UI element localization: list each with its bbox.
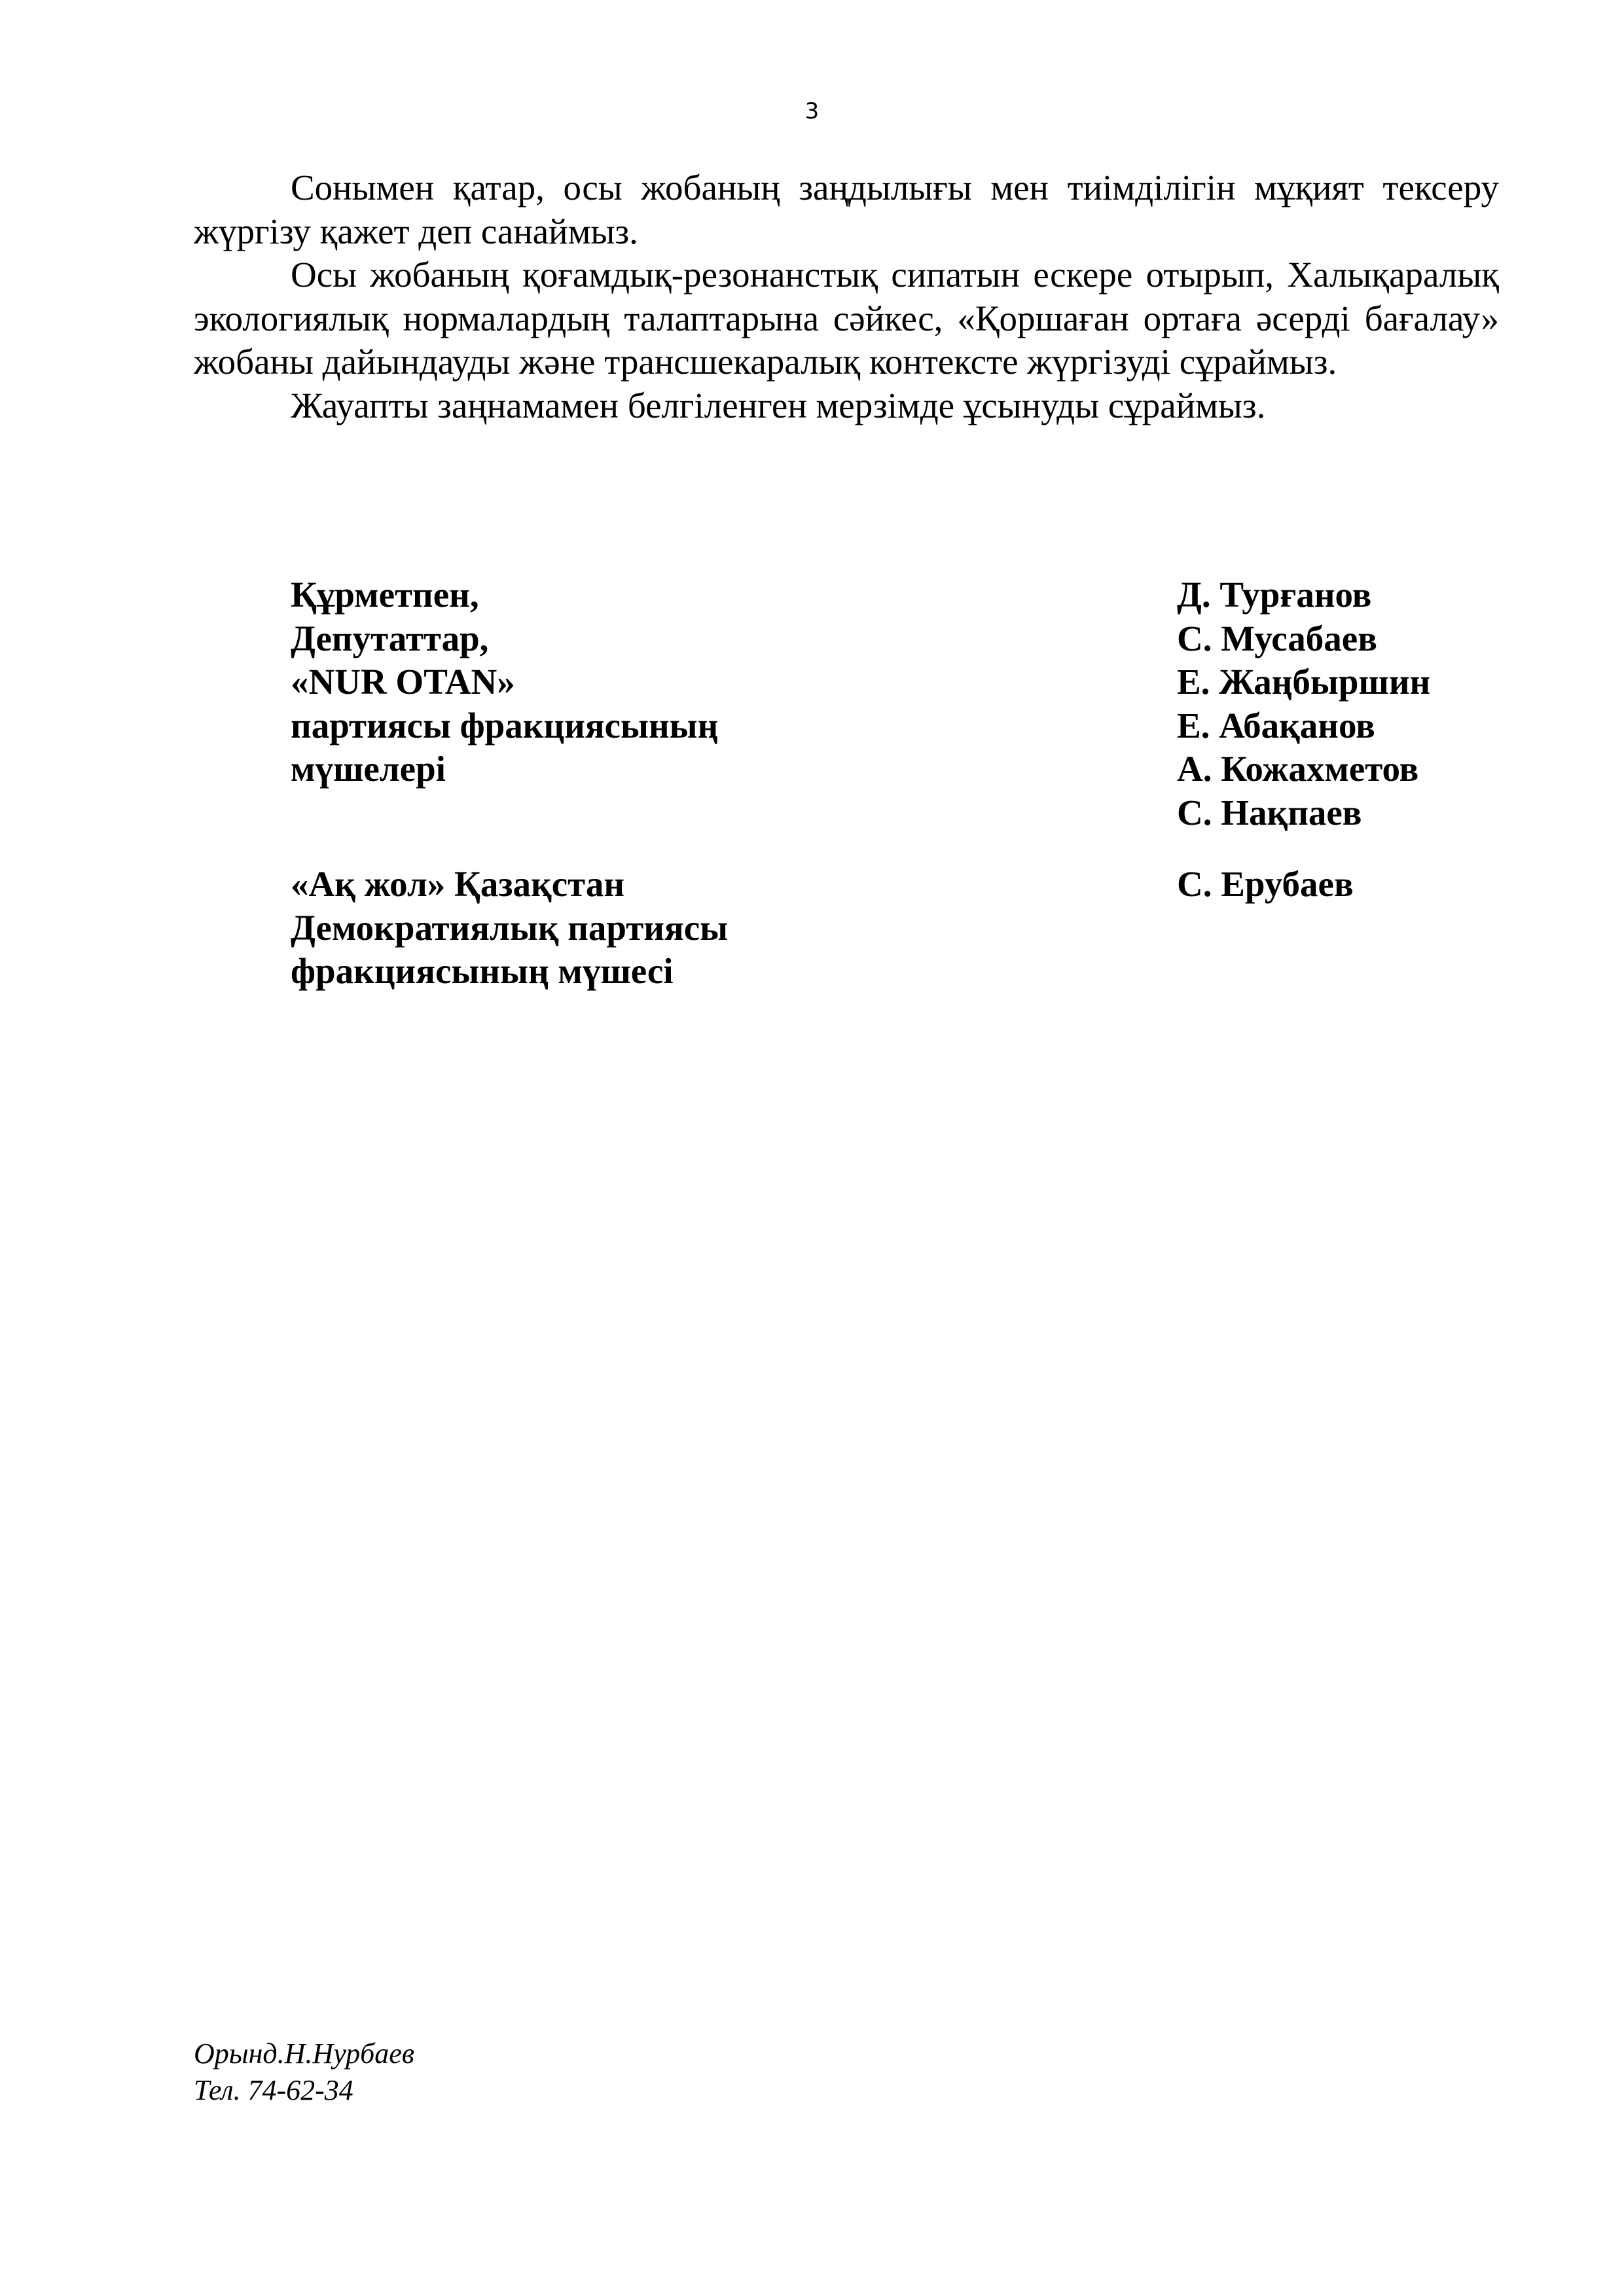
signature-block-nur-otan-title	[291, 573, 718, 791]
signature-line: Демократиялық партиясы	[291, 907, 729, 948]
executor-info	[194, 2036, 414, 2109]
paragraph: Жауапты заңнамамен белгіленген мерзімде ұсынуды сұраймыз.	[291, 385, 1266, 425]
signatory-name: Д. Турғанов	[1177, 575, 1372, 615]
signatory-name: С. Мусабаев	[1177, 618, 1377, 658]
signatory-name: А. Кожахметов	[1177, 749, 1419, 789]
signatory-name: Е. Жаңбыршин	[1177, 662, 1431, 702]
executor-name: Орынд.Н.Нурбаев	[194, 2037, 414, 2070]
signature-line: Құрметпен,	[291, 575, 479, 615]
paragraph: Осы жобаның қоғамдық-резонанстық сипатын ескере отырып, Халықаралық экологиялық нормалардың талаптарына сәйкес, «Қоршаған ортаға әсерді бағалау» жобаны дайындауды және трансшекаралық контексте жүргізуді сұраймыз.	[194, 255, 1499, 382]
letter-body	[194, 166, 1499, 427]
signature-line: фракциясының мүшесі	[291, 951, 674, 991]
signature-line: Депутаттар,	[291, 618, 489, 658]
signatory-name: Е. Абақанов	[1177, 705, 1375, 745]
page-number: 3	[804, 98, 820, 124]
executor-phone: Тел. 74-62-34	[194, 2074, 353, 2106]
signatory-name: С. Ерубаев	[1177, 864, 1354, 904]
signature-line: «Ақ жол» Қазақстан	[291, 864, 625, 904]
signatory-name: С. Нақпаев	[1177, 792, 1362, 833]
signature-block-ak-zhol-title	[291, 863, 728, 994]
signature-block-ak-zhol-names	[1177, 863, 1354, 906]
signature-block-nur-otan-names	[1177, 573, 1430, 834]
signature-line: партиясы фракциясының	[291, 705, 719, 745]
signature-line: мүшелері	[291, 749, 446, 789]
signature-line: «NUR OTAN»	[291, 662, 515, 702]
paragraph: Сонымен қатар, осы жобаның заңдылығы мен тиімділігін мұқият тексеру жүргізу қажет деп санаймыз.	[194, 168, 1499, 251]
